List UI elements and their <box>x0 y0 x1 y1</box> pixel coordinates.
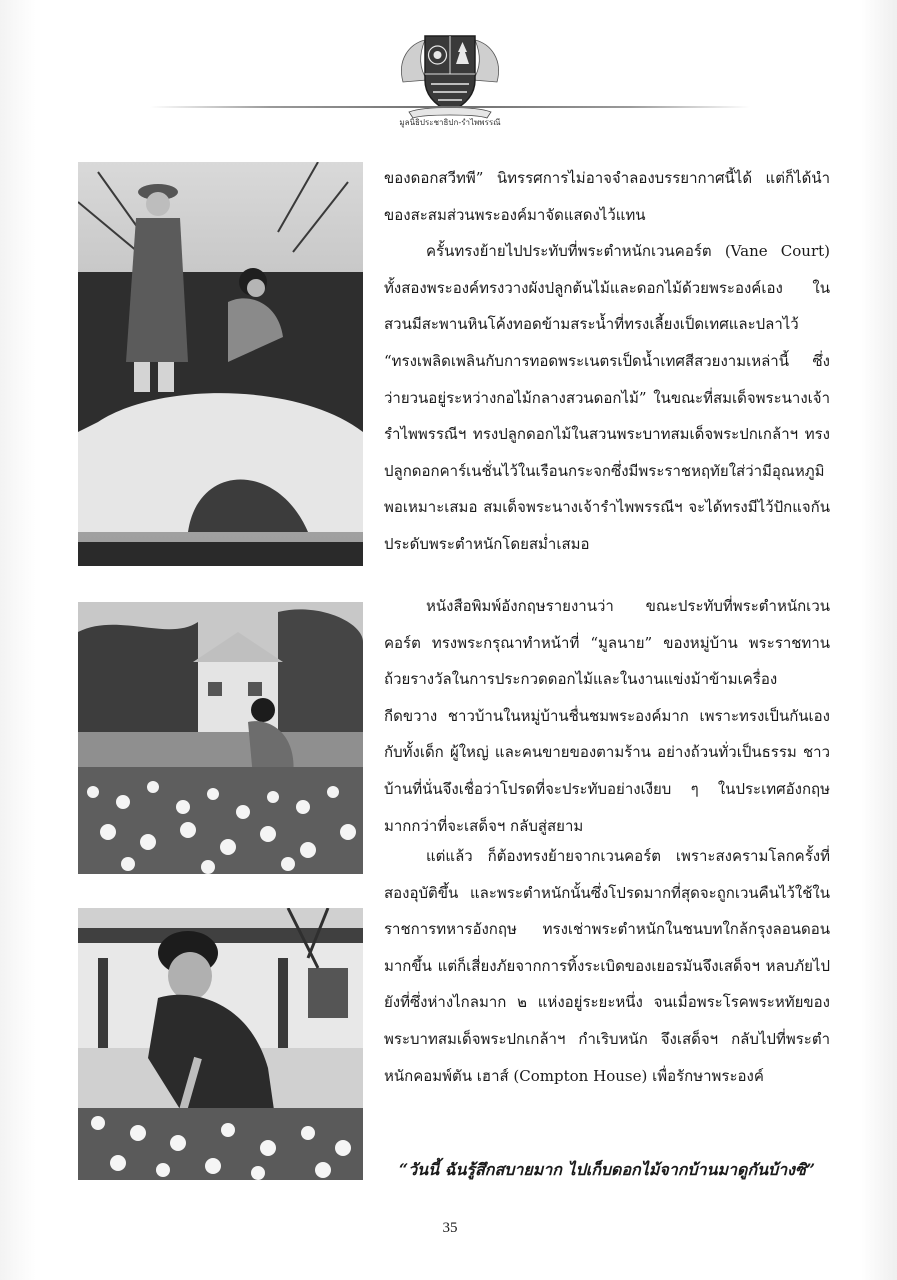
photo-couple-on-stone-bridge <box>78 162 363 566</box>
photo-woman-picking-daffodils-near-house <box>78 602 363 874</box>
page-number: 35 <box>442 1220 458 1236</box>
paragraph-4: แต่แล้ว ก็ต้องทรงย้ายจากเวนคอร์ต เพราะสงครามโลกครั้งที่สองอุบัติขึ้น และพระตำหนักนั้นซึ่งโปรดมากที่สุดจะถูกเวนคืนไว้ใช้ในราชการทหารอังกฤษ ทรงเช่าพระตำหนักในชนบทใกล้กรุงลอนดอนมากขึ้น แต่ก็เสี่ยงภัยจากการทิ้งระเบิดของเยอรมันจึงเสด็จฯ หลบภัยไปยังที่ซึ่งห่างไกลมาก ๒ แห่งอยู่ระยะหนึ่ง จนเมื่อพระโรคพระหทัยของพระบาทสมเด็จพระปกเกล้าฯ กำเริบหนัก จึงเสด็จฯ กลับไปที่พระตำหนักคอมพ์ตัน เฮาส์ (Compton House) เพื่อรักษาพระองค์ <box>384 847 830 1085</box>
paragraph-2: ครั้นทรงย้ายไปประทับที่พระตำหนักเวนคอร์ต (Vane Court) ทั้งสองพระองค์ทรงวางผังปลูกต้นไม้และดอกไม้ด้วยพระองค์เอง ในสวนมีสะพานหินโค้งทอดข้ามสระน้ำที่ทรงเลี้ยงเป็ดเทศและปลาไว้ “ทรงเพลิดเพลินกับการทอดพระเนตรเป็ดน้ำเทศสีสวยงามเหล่านี้ ซึ่งว่ายวนอยู่ระหว่างกอไม้กลางสวนดอกไม้” ในขณะที่สมเด็จพระนางเจ้ารำไพพรรณีฯ ทรงปลูกดอกไม้ในสวนพระบาทสมเด็จพระปกเกล้าฯ ทรงปลูกดอกคาร์เนชั่นไว้ในเรือนกระจกซึ่งมีพระราชหฤทัยใส่ว่ามีอุณหภูมิพอเหมาะเสมอ สมเด็จพระนางเจ้ารำไพพรรณีฯ จะได้ทรงมีไว้ปักแจกันประดับพระตำหนักโดยสม่ำเสมอ <box>384 242 830 553</box>
paragraph-1: ของดอกสวีทพี” นิทรรศการไม่อาจจำลองบรรยากาศนี้ได้ แต่ก็ได้นำของสะสมส่วนพระองค์มาจัดแสดงไว้แทน <box>384 169 830 224</box>
text-block-upper <box>384 160 830 563</box>
crest-caption: มูลนิธิประชาธิปก-รำไพพรรณี <box>399 118 501 127</box>
photo-woman-smiling-among-flowers <box>78 908 363 1180</box>
header-divider <box>150 106 750 108</box>
text-block-lower <box>384 838 830 1094</box>
pull-quote: “วันนี้ ฉันรู้สึกสบายมาก ไปเก็บดอกไม้จากบ้านมาดูกันบ้างซิ” <box>398 1160 816 1179</box>
paragraph-3: หนังสือพิมพ์อังกฤษรายงานว่า ขณะประทับที่พระตำหนักเวนคอร์ต ทรงพระกรุณาทำหน้าที่ “มูลนาย” ของหมู่บ้าน พระราชทานถ้วยรางวัลในการประกวดดอกไม้และในงานแข่งม้าข้ามเครื่องกีดขวาง ชาวบ้านในหมู่บ้านชื่นชมพระองค์มาก เพราะทรงเป็นกันเองกับทั้งเด็ก ผู้ใหญ่ และคนขายของตามร้าน อย่างถ้วนทั่วเป็นธรรม ชาวบ้านที่นั่นจึงเชื่อว่าโปรดที่จะประทับอย่างเงียบ ๆ ในประเทศอังกฤษมากกว่าที่จะเสด็จฯ กลับสู่สยาม <box>384 597 830 835</box>
text-block-middle <box>384 588 830 844</box>
